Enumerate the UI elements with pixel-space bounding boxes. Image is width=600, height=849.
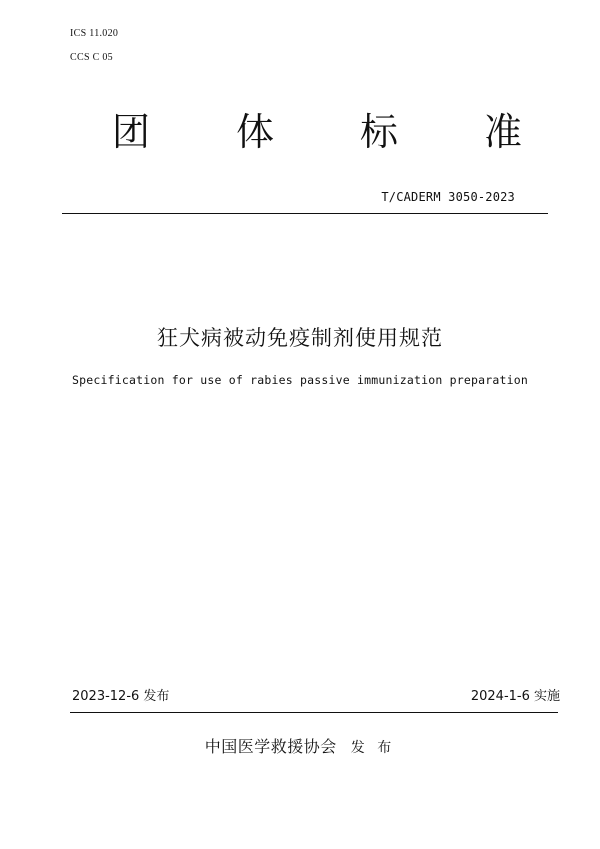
top-divider bbox=[62, 213, 548, 214]
title-english: Specification for use of rabies passive immunization preparation bbox=[72, 373, 528, 387]
publisher-line bbox=[0, 734, 600, 757]
publisher-name: 中国医学救援协会 bbox=[204, 737, 337, 756]
standard-type-heading bbox=[112, 104, 522, 160]
standard-type-char: 标 bbox=[359, 110, 398, 154]
ccs-code: CCS C 05 bbox=[70, 52, 113, 63]
standard-type-char: 团 bbox=[112, 110, 151, 154]
issue-date: 2023-12-6 发布 bbox=[72, 689, 170, 704]
standard-type-char: 体 bbox=[235, 110, 274, 154]
bottom-divider bbox=[70, 712, 558, 713]
ics-code: ICS 11.020 bbox=[70, 28, 119, 39]
publisher-verb: 发 布 bbox=[350, 740, 396, 756]
standard-type-char: 准 bbox=[483, 110, 522, 154]
standard-number: T/CADERM 3050-2023 bbox=[381, 190, 515, 204]
title-chinese: 狂犬病被动免疫制剂使用规范 bbox=[157, 326, 443, 350]
implementation-date: 2024-1-6 实施 bbox=[470, 689, 560, 704]
